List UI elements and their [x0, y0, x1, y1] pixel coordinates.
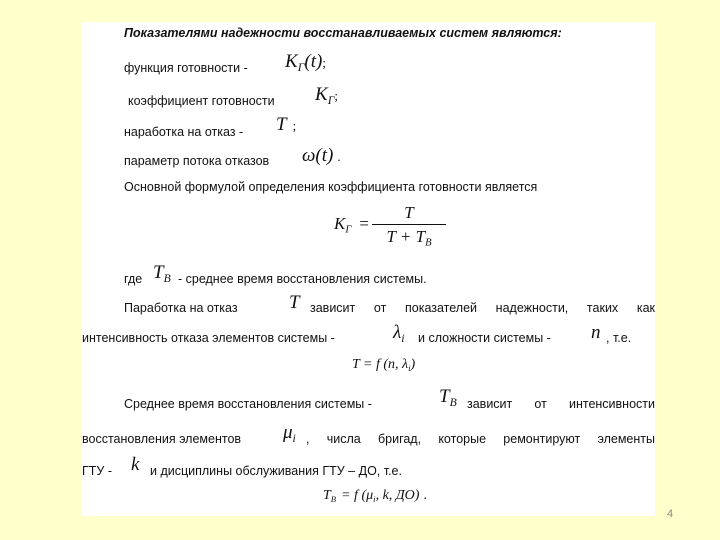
formula-intro: Основной формулой определения коэффициента готовности является: [124, 180, 538, 194]
main-formula-lhs: $K_Г$ =: [334, 214, 369, 236]
para2-line3: ГТУ -: [82, 464, 112, 478]
para1-start: Паработка на отказ: [124, 301, 238, 315]
para2-start: Среднее время восстановления системы -: [124, 397, 372, 411]
availability-coefficient-symbol: $K_Г$;: [315, 84, 339, 108]
para1-line2-end: , т.е.: [606, 331, 632, 345]
item-availability-coefficient-label: коэффициент готовности: [128, 94, 275, 108]
para2-line2: восстановления элементов: [82, 432, 242, 446]
heading: Показателями надежности восстанавливаемых систем являются:: [124, 26, 562, 40]
para2-rest: зависит от интенсивности: [467, 397, 655, 411]
where-text: - среднее время восстановления системы.: [178, 272, 427, 286]
item-failure-flow-label: параметр потока отказов: [124, 154, 270, 168]
formula-mtbf: T = f (n, $\lambda_i$): [352, 357, 416, 374]
para2-tb-symbol: $T_B$: [439, 386, 457, 410]
formula-mttr: $T_B = f$ ($\mu_i$, k, ДО) .: [323, 488, 427, 505]
para2-line2-end: , числа бригад, которые ремонтируют элементы: [306, 432, 655, 446]
para2-line3-end: и дисциплины обслуживания ГТУ – ДО, т.е.: [150, 464, 402, 478]
mu-symbol: $\mu_i$: [283, 422, 296, 446]
where-word: где: [124, 272, 143, 286]
para1-line2-mid: и сложности системы -: [418, 331, 551, 345]
lambda-symbol: $\lambda_i$: [393, 322, 405, 346]
mtbf-symbol: T ;: [276, 114, 297, 135]
page-number: 4: [667, 508, 674, 520]
item-availability-function-label: функция готовности -: [124, 61, 248, 75]
para1-line2: интенсивность отказа элементов системы -: [82, 331, 335, 345]
item-mtbf-label: наработка на отказ -: [124, 125, 244, 139]
n-symbol: n: [591, 322, 601, 343]
main-formula-fraction: T $T + T_B$: [372, 203, 446, 254]
availability-function-symbol: $K_Г(t)$;: [285, 51, 326, 75]
para1-rest: зависит от показателей надежности, таких как: [310, 301, 655, 315]
where-tb-symbol: $T_B$: [153, 262, 171, 286]
k-symbol: k: [131, 454, 140, 475]
failure-flow-symbol: ω(t) .: [302, 145, 341, 166]
para1-t-symbol: T: [289, 292, 300, 313]
